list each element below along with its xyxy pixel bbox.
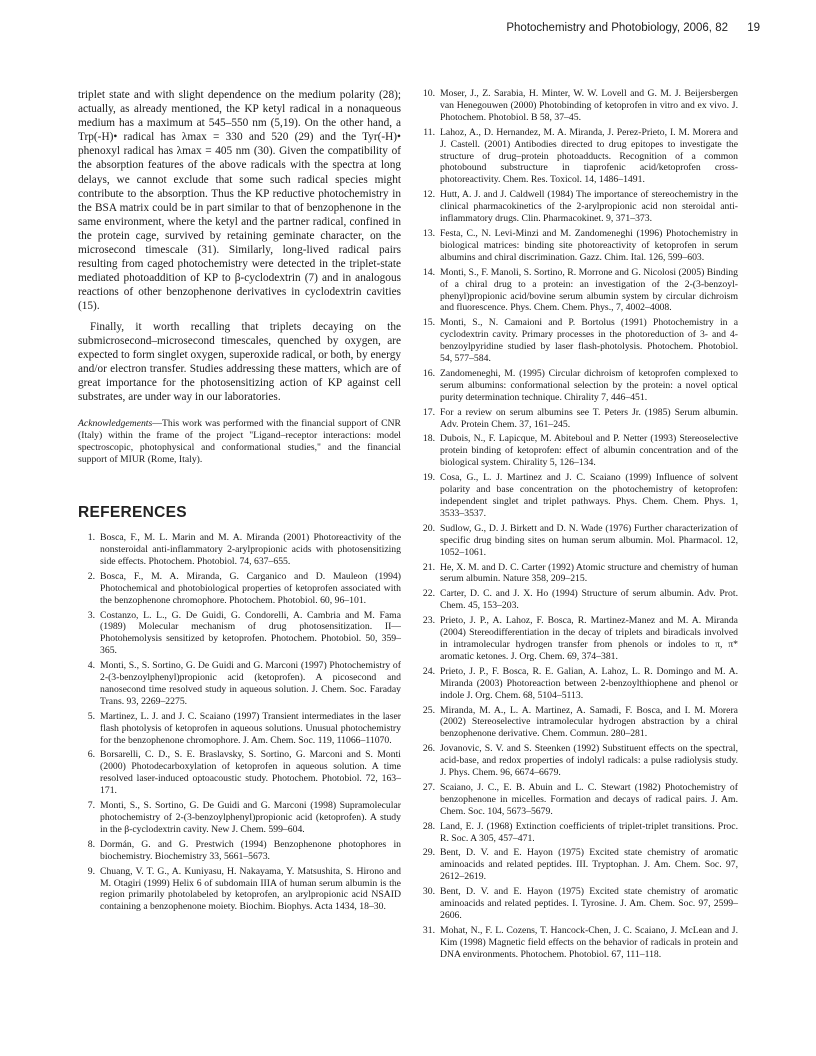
reference-item <box>418 472 738 520</box>
reference-number: 4. <box>87 660 95 672</box>
reference-text: Jovanovic, S. V. and S. Steenken (1992) Substituent effects on the spectral, acid-base, and redox properties of indolyl radicals: a pulse radiolysis study. J. Phys. Chem. 96, 6674–6679. <box>440 743 738 779</box>
reference-item <box>78 532 401 568</box>
reference-text: He, X. M. and D. C. Carter (1992) Atomic structure and chemistry of human serum albumin. Nature 358, 209–215. <box>440 561 738 585</box>
reference-text: For a review on serum albumins see T. Peters Jr. (1985) Serum albumin. Adv. Protein Chem. 37, 161–245. <box>440 406 738 430</box>
reference-item <box>418 523 738 559</box>
reference-item <box>418 743 738 779</box>
reference-text: Bent, D. V. and E. Hayon (1975) Excited state chemistry of aromatic aminoacids and related peptides. III. Tryptophan. J. Am. Chem. Soc. 97, 2612–2619. <box>440 847 738 883</box>
reference-number: 3. <box>87 609 95 621</box>
reference-item <box>418 127 738 187</box>
reference-number: 13. <box>422 227 435 239</box>
reference-item <box>78 610 401 658</box>
reference-text: Monti, S., S. Sortino, G. De Guidi and G. Marconi (1997) Photochemistry of 2-(3-benzoylphenyl)propionic acid (ketoprofen). A picosecond and nanosecond time resolved study in aqueous solution. J. Chem. Soc. Faraday Trans. 93, 2269–2275. <box>100 660 401 707</box>
reference-number: 30. <box>422 886 435 898</box>
reference-item <box>78 660 401 708</box>
reference-item <box>78 711 401 747</box>
reference-item <box>418 705 738 741</box>
reference-item <box>418 666 738 702</box>
page-header <box>78 22 760 40</box>
reference-item <box>78 839 401 863</box>
reference-number: 25. <box>422 704 435 716</box>
reference-text: Carter, D. C. and J. X. Ho (1994) Structure of serum albumin. Adv. Prot. Chem. 45, 153–203. <box>440 588 738 612</box>
reference-item <box>78 571 401 607</box>
reference-number: 6. <box>87 749 95 761</box>
reference-number: 10. <box>422 88 435 99</box>
reference-number: 22. <box>422 588 435 600</box>
reference-item <box>418 317 738 365</box>
reference-item <box>418 886 738 922</box>
reference-number: 8. <box>87 838 95 850</box>
reference-item <box>418 562 738 586</box>
reference-item <box>418 821 738 845</box>
reference-number: 16. <box>422 367 435 379</box>
reference-item <box>418 925 738 961</box>
reference-item <box>78 749 401 797</box>
left-column <box>78 88 401 916</box>
reference-item <box>418 368 738 404</box>
reference-number: 9. <box>87 865 95 877</box>
reference-item <box>418 407 738 431</box>
reference-text: Monti, S., F. Manoli, S. Sortino, R. Morrone and G. Nicolosi (2005) Binding of a chiral drug to a protein: an investigation of the 2-(3-benzoyl-phenyl)propionic acid/bovine serum albumin system by circular dichroism and fluorescence. Phys. Chem. Chem. Phys., 7, 4002–4008. <box>440 266 738 314</box>
reference-text: Moser, J., Z. Sarabia, H. Minter, W. W. Lovell and G. M. J. Beijersbergen van Henegouwen (2000) Photobinding of ketoprofen in vitro and ex vivo. J. Photochem. Photobiol. B 58, 37–45. <box>440 88 738 123</box>
reference-text: Dormán, G. and G. Prestwich (1994) Benzophenone photophores in biochemistry. Biochemistry 33, 5661–5673. <box>100 838 401 862</box>
reference-item <box>418 88 738 124</box>
reference-number: 1. <box>87 532 95 544</box>
reference-number: 7. <box>87 800 95 812</box>
reference-number: 5. <box>87 710 95 722</box>
reference-text: Martinez, L. J. and J. C. Scaiano (1997) Transient intermediates in the laser flash photolysis of ketoprofen in aqueous solutions. Unusual photochemistry for the benzophenone chromophore. J. Am. Chem. Soc. 119, 11066–11070. <box>100 710 401 746</box>
reference-number: 11. <box>423 126 435 138</box>
reference-text: Sudlow, G., D. J. Birkett and D. N. Wade (1976) Further characterization of specific drug binding sites on human serum albumin. Mol. Pharmacol. 12, 1052–1061. <box>440 522 738 558</box>
reference-text: Dubois, N., F. Lapicque, M. Abiteboul and P. Netter (1993) Stereoselective protein binding of ketoprofen: effect of albumin concentration and of the biological system. Chirality 5, 126–134. <box>440 433 738 469</box>
reference-item <box>418 267 738 315</box>
reference-text: Miranda, M. A., L. A. Martinez, A. Samadi, F. Bosca, and I. M. Morera (2002) Stereoselective intramolecular hydrogen abstraction by a chiral benzophenone derivative. Chem. Commun. 280–281. <box>440 704 738 740</box>
reference-number: 23. <box>422 615 435 627</box>
reference-list-left <box>78 532 401 913</box>
reference-number: 18. <box>422 433 435 445</box>
reference-text: Chuang, V. T. G., A. Kuniyasu, H. Nakayama, Y. Matsushita, S. Hirono and M. Otagiri (1999) Helix 6 of subdomain IIIA of human serum albumin is the region primarily photolabeled by ketoprofen, an arylpropionic acid NSAID containing a benzophenone moiety. Biochim. Biophys. Acta 1434, 18–30. <box>100 865 401 913</box>
reference-item <box>78 800 401 836</box>
reference-number: 26. <box>422 743 435 755</box>
reference-item <box>418 189 738 225</box>
body-paragraph: triplet state and with slight dependence on the medium polarity (28); actually, as already mentioned, the KP ketyl radical in a nonaqueous medium has a maximum at 545–550 nm (5,19). On the other hand, a Trp(-H)• radical has λmax = 330 and 520 (29) and the Tyr(-H)• phenoxyl radical has λmax = 405 nm (30). Given the compatibility of the absorption features of the above radicals with the spectra at long delays, we cannot exclude that some such radical species might contribute to the absorption. Thus the KP reductive photochemistry in the BSA matrix could be in part similar to that of benzophenone in the same environment, where the ketyl and the partner radical, confined in the protein cage, survived by retaining geminate character, on the microsecond timescale (31). Similarly, long-lived radical pairs resulting from caged photochemistry were detected in the triplet-state mediated photoaddition of KP to β-cyclodextrin (7) and in analogous reactions of other benzophenone derivatives in cyclodextrin cavities (15). <box>78 89 401 313</box>
reference-text: Bent, D. V. and E. Hayon (1975) Excited state chemistry of aromatic aminoacids and related peptides. I. Tyrosine. J. Am. Chem. Soc. 97, 2599–2606. <box>440 886 738 921</box>
reference-item <box>418 847 738 883</box>
reference-text: Monti, S., S. Sortino, G. De Guidi and G. Marconi (1998) Supramolecular photochemistry of 2-(3-benzoylphenyl)propionic acid (ketoprofen). A study in the β-cyclodextrin cavity. New J. Chem. 599–604. <box>100 800 401 835</box>
reference-number: 21. <box>422 561 435 573</box>
reference-text: Land, E. J. (1968) Extinction coefficients of triplet-triplet transitions. Proc. R. Soc. A 305, 457–471. <box>440 820 738 844</box>
reference-number: 27. <box>422 781 435 793</box>
reference-text: Festa, C., N. Levi-Minzi and M. Zandomeneghi (1996) Photochemistry in biological matrices: binding site photoreactivity of ketoprofen in serum albumins and chiral discrimination. Gazz. Chim. Ital. 126, 599–603. <box>440 227 738 263</box>
reference-text: Prieto, J. P., F. Bosca, R. E. Galian, A. Lahoz, L. R. Domingo and M. A. Miranda (2003) Photoreaction between 2-benzoylthiophene and phenol or indole J. Org. Chem. 68, 5104–5113. <box>440 665 738 701</box>
reference-number: 20. <box>422 522 435 534</box>
acknowledgements-text: —This work was performed with the financial support of CNR (Italy) within the frame of the project "Ligand–receptor interactions: model spectroscopic, photophysical and conformational studies," and the financial support of MIUR (Rome, Italy). <box>78 418 401 466</box>
reference-number: 14. <box>422 266 435 278</box>
right-column <box>418 88 738 964</box>
reference-text: Zandomeneghi, M. (1995) Circular dichroism of ketoprofen complexed to serum albumins: conformational selection by the protein: a novel optical purity determination technique. Chirality 7, 446–451. <box>440 367 738 403</box>
references-heading: REFERENCES <box>78 504 187 522</box>
reference-text: Bosca, F., M. A. Miranda, G. Carganico and D. Mauleon (1994) Photochemical and photobiological properties of ketoprofen associated with the benzophenone chromophore. Photochem. Photobiol. 60, 96–101. <box>100 570 401 606</box>
reference-text: Bosca, F., M. L. Marin and M. A. Miranda (2001) Photoreactivity of the nonsteroidal anti-inflammatory 2-arylpropionic acids with photosensitizing side effects. Photochem. Photobiol. 74, 637–655. <box>100 532 401 567</box>
running-title: Photochemistry and Photobiology, 2006, 82 <box>506 22 728 34</box>
reference-number: 31. <box>422 924 435 936</box>
reference-text: Lahoz, A., D. Hernandez, M. A. Miranda, J. Perez-Prieto, I. M. Morera and J. Castell. (2001) Antibodies directed to drug epitopes to investigate the structure of drug–protein photoadducts. Recognition of a common photobound substructure in tiaprofenic acid/ketoprofen cross-photoreactivity. Chem. Res. Toxicol. 14, 1486–1491. <box>440 126 738 186</box>
page-number: 19 <box>747 22 760 34</box>
reference-text: Costanzo, L. L., G. De Guidi, G. Condorelli, A. Cambria and M. Fama (1989) Molecular mechanism of drug photosensitization. II—Photohemolysis sensitized by ketoprofen. Photochem. Photobiol. 50, 359–365. <box>100 609 401 657</box>
body-paragraph: Finally, it worth recalling that triplets decaying on the submicrosecond–microsecond timescales, quenched by oxygen, are expected to form singlet oxygen, superoxide radical, or both, by energy and/or electron transfer. Studies addressing these matters, which are of great importance for the photosensitizing action of KP against cell substrates, are under way in our laboratories. <box>78 320 401 403</box>
reference-text: Cosa, G., L. J. Martinez and J. C. Scaiano (1999) Influence of solvent polarity and base concentration on the photochemistry of ketoprofen: independent singlet and triplet pathways. Phys. Chem. Chem. Phys. 1, 3533–3537. <box>440 472 738 519</box>
reference-item <box>418 588 738 612</box>
reference-number: 17. <box>422 406 435 418</box>
reference-text: Hutt, A. J. and J. Caldwell (1984) The importance of stereochemistry in the clinical pharmacokinetics of the 2-arylpropionic acid non steroidal anti-inflammatory drugs. Clin. Pharmacokinet. 9, 371–373. <box>440 189 738 225</box>
reference-item <box>418 433 738 469</box>
reference-list-right <box>418 88 738 961</box>
reference-number: 12. <box>422 189 435 201</box>
reference-text: Monti, S., N. Camaioni and P. Bortolus (1991) Photochemistry in a cyclodextrin cavity. Primary processes in the photoreduction of 3- and 4-benzoylpyridine studied by laser flash-photolysis. Photochem. Photobiol. 54, 577–584. <box>440 317 738 365</box>
reference-text: Mohat, N., F. L. Cozens, T. Hancock-Chen, J. C. Scaiano, J. McLean and J. Kim (1998) Magnetic field effects on the behavior of radicals in protein and DNA environments. Photochem. Photobiol. 67, 111–118. <box>440 924 738 960</box>
reference-text: Prieto, J. P., A. Lahoz, F. Bosca, R. Martinez-Manez and M. A. Miranda (2004) Stereodifferentiation in the decay of triplets and biradicals involved in intramolecular hydrogen transfer from phenols or indoles to π, π* aromatic ketones. J. Org. Chem. 69, 374–381. <box>440 615 738 662</box>
reference-number: 19. <box>422 472 435 484</box>
reference-number: 28. <box>422 820 435 832</box>
acknowledgements-lead: Acknowledgements <box>78 418 153 430</box>
reference-item <box>78 866 401 914</box>
reference-number: 2. <box>87 570 95 582</box>
reference-number: 15. <box>422 317 435 329</box>
reference-item <box>418 615 738 663</box>
reference-item <box>418 228 738 264</box>
reference-item <box>418 782 738 818</box>
reference-text: Borsarelli, C. D., S. E. Braslavsky, S. Sortino, G. Marconi and S. Monti (2000) Photodecarboxylation of ketoprofen in aqueous solution. A time resolved laser-induced optoacoustic study. Photochem. Photobiol. 72, 163–171. <box>100 749 401 797</box>
reference-text: Scaiano, J. C., E. B. Abuin and L. C. Stewart (1982) Photochemistry of benzophenone in micelles. Formation and decays of radical pairs. J. Am. Chem. Soc. 104, 5673–5679. <box>440 781 738 817</box>
reference-number: 24. <box>422 665 435 677</box>
reference-number: 29. <box>422 847 435 859</box>
acknowledgements <box>78 418 401 466</box>
